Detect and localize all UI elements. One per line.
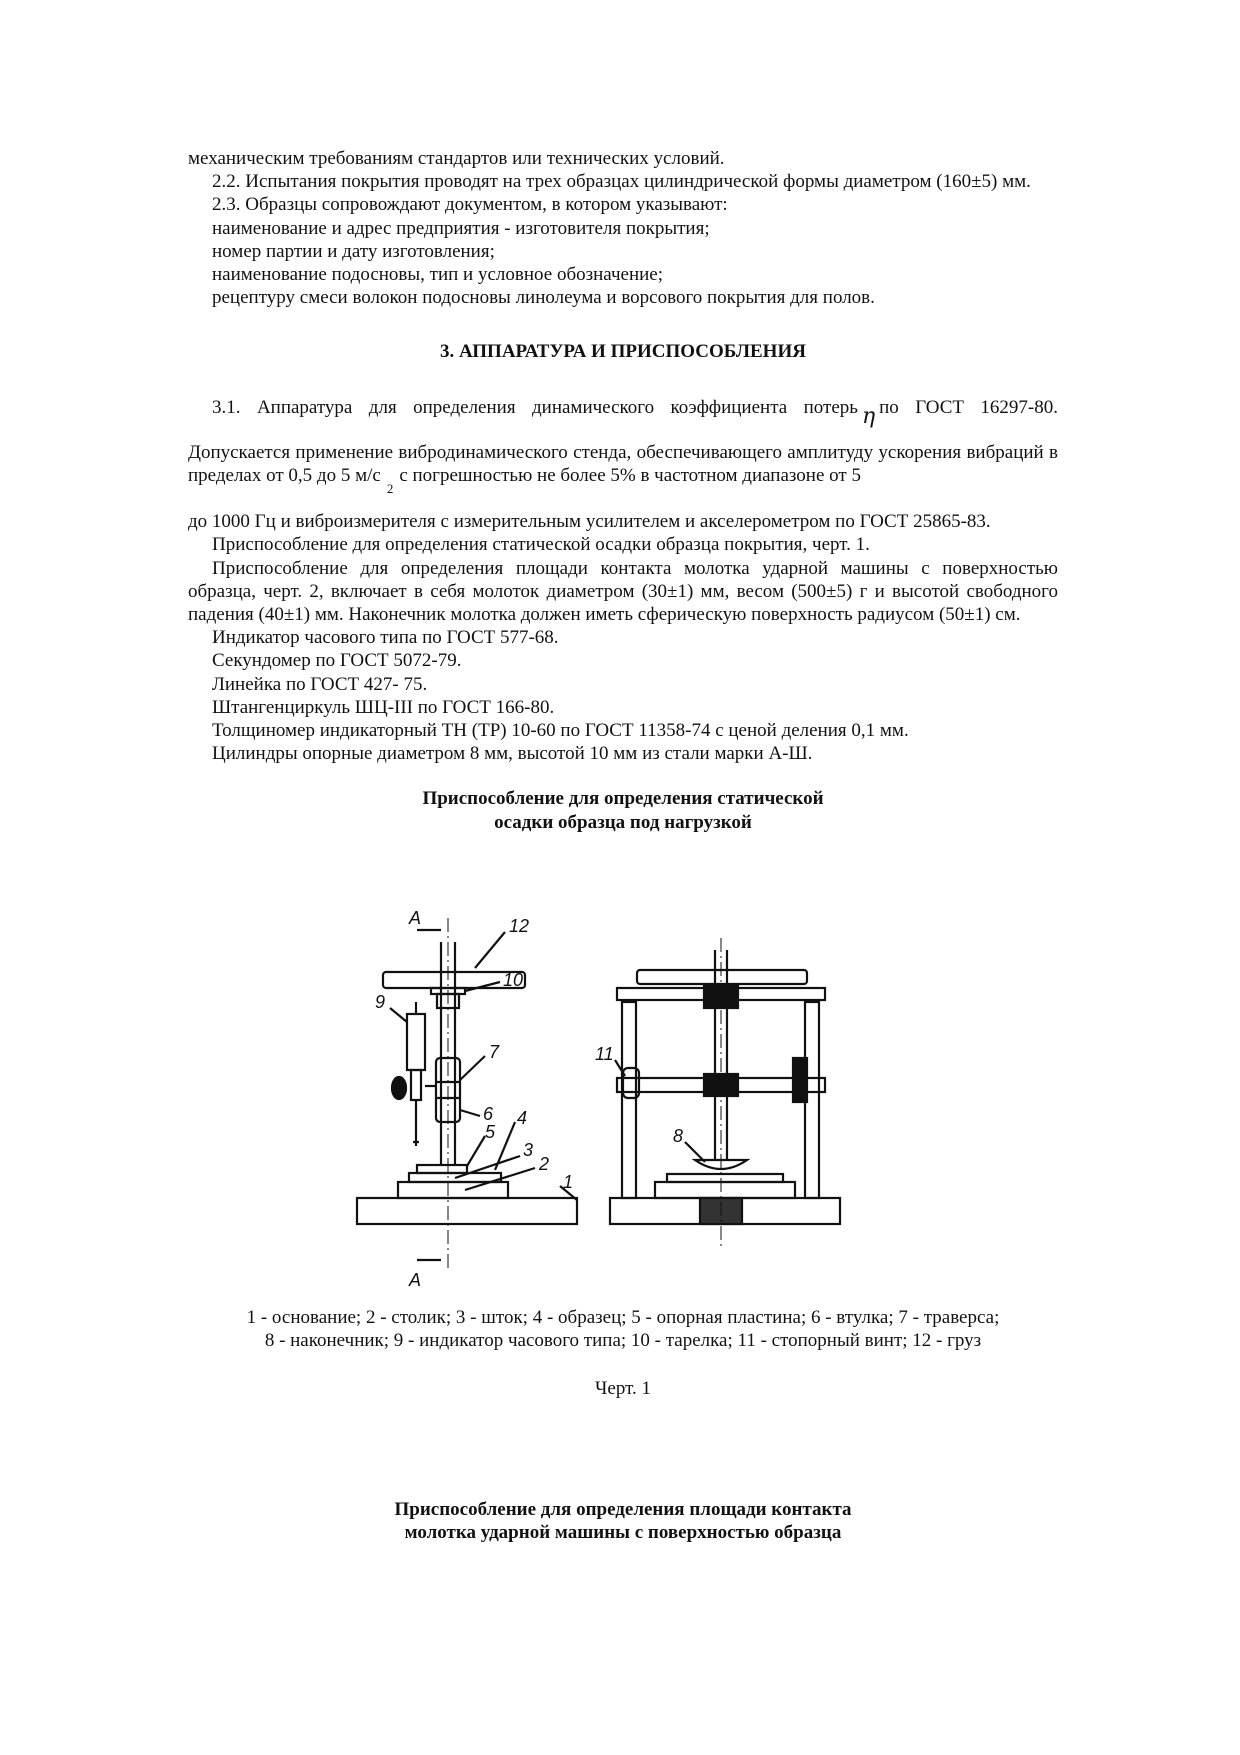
legend-line1: 1 - основание; 2 - столик; 3 - шток; 4 - образец; 5 - опорная пластина; 6 - втулка; 7 - траверса; bbox=[246, 1307, 1000, 1328]
document-body bbox=[188, 147, 1058, 834]
label-A-bottom: А bbox=[409, 1270, 422, 1290]
indicator-stem bbox=[411, 1070, 421, 1100]
indicator-body bbox=[407, 1014, 425, 1070]
figure-2-caption bbox=[188, 1498, 1058, 1544]
leader-7 bbox=[460, 1056, 485, 1080]
label-2: 2 bbox=[539, 1154, 550, 1174]
leader-11 bbox=[615, 1060, 625, 1076]
weight-right bbox=[637, 970, 807, 984]
superscript-2: 2 bbox=[386, 481, 394, 497]
list-item: Цилиндры опорные диаметром 8 мм, высотой 10 мм из стали марки А-Ш. bbox=[212, 743, 813, 765]
base-plate-left bbox=[357, 1198, 577, 1224]
label-1: 1 bbox=[563, 1172, 574, 1192]
label-11: 11 bbox=[595, 1044, 614, 1064]
support-plate-left bbox=[417, 1165, 467, 1173]
paragraph-3-1-fixture: Приспособление для определения статической осадки образца покрытия, черт. 1. bbox=[212, 534, 870, 556]
list-item: номер партии и дату изготовления; bbox=[212, 240, 495, 262]
figure-1-caption-line2: осадки образца под нагрузкой bbox=[494, 811, 752, 833]
sample-right bbox=[667, 1174, 783, 1182]
paragraph-3-1-hammer: Приспособление для определения площади контакта молотка ударной машины с поверхностью образца, черт. 2, включает в себя молоток диаметром (30±1) мм, весом (500±5) г и высотой свободного падения (40±1) мм. Наконечник молотка должен иметь сферическую поверхность радиусом (50±1) см. bbox=[188, 557, 1058, 626]
list-item: Индикатор часового типа по ГОСТ 577-68. bbox=[212, 627, 559, 649]
eta-symbol: η bbox=[861, 403, 876, 429]
list-item: Секундомер по ГОСТ 5072-79. bbox=[212, 650, 462, 672]
legend-line2: 8 - наконечник; 9 - индикатор часового типа; 10 - тарелка; 11 - стопорный винт; 12 - груз bbox=[264, 1330, 982, 1352]
list-item: Толщиномер индикаторный ТН (ТР) 10-60 по ГОСТ 11358-74 с ценой деления 0,1 мм. bbox=[212, 720, 909, 742]
paragraph-3-1-text-b: по ГОСТ 16297-80. bbox=[879, 396, 1058, 418]
label-A-top: А bbox=[409, 908, 422, 928]
table-left bbox=[398, 1182, 508, 1198]
figure-1-drawing bbox=[345, 890, 865, 1300]
list-item: Штангенциркуль ШЦ-III по ГОСТ 166-80. bbox=[212, 696, 555, 718]
paragraph-3-1-vibro bbox=[188, 441, 1058, 497]
list-item: Линейка по ГОСТ 427- 75. bbox=[212, 673, 428, 695]
figure-1-legend bbox=[188, 1306, 1058, 1352]
label-6: 6 bbox=[483, 1104, 494, 1124]
paragraph-3-1-line1 bbox=[188, 395, 1058, 429]
paragraph-2-2: 2.2. Испытания покрытия проводят на трех образцах цилиндрической формы диаметром (160±5) мм. bbox=[212, 171, 1031, 193]
label-8: 8 bbox=[673, 1126, 684, 1146]
paragraph-3-1-text-c: Допускается применение вибродинамического стенда, обеспечивающего амплитуду ускорения вибраций в пределах от 0,5 до 5 м/с bbox=[188, 441, 1058, 487]
fixture-drawing bbox=[345, 890, 865, 1300]
list-instruments bbox=[188, 626, 1058, 765]
label-12: 12 bbox=[509, 916, 530, 936]
paragraph-3-1-vibro-cont: до 1000 Гц и виброизмерителя с измерительным усилителем и акселерометром по ГОСТ 25865-83. bbox=[188, 511, 991, 533]
list-item: наименование подосновы, тип и условное обозначение; bbox=[212, 264, 663, 286]
table-right bbox=[655, 1182, 795, 1198]
paragraph-3-1-text-d: с погрешностью не более 5% в частотном диапазоне от 5 bbox=[399, 465, 861, 487]
label-3: 3 bbox=[523, 1140, 534, 1160]
column-left bbox=[622, 1002, 636, 1198]
list-2-3 bbox=[188, 217, 1058, 310]
figure-1-caption-line1: Приспособление для определения статической bbox=[422, 788, 824, 810]
list-item: рецептуру смеси волокон подосновы линолеума и ворсового покрытия для полов. bbox=[212, 287, 875, 309]
section-heading-3: 3. АППАРАТУРА И ПРИСПОСОБЛЕНИЯ bbox=[440, 341, 806, 363]
paragraph-continuation: механическим требованиям стандартов или технических условий. bbox=[188, 148, 725, 169]
leader-10 bbox=[465, 982, 500, 991]
figure-2-caption-line1: Приспособление для определения площади контакта bbox=[394, 1499, 852, 1520]
leader-6 bbox=[460, 1110, 480, 1116]
label-10: 10 bbox=[503, 970, 524, 990]
leader-9 bbox=[390, 1008, 407, 1022]
label-9: 9 bbox=[375, 992, 386, 1012]
leader-5 bbox=[467, 1136, 485, 1166]
figure-2-caption-line2: молотка ударной машины с поверхностью образца bbox=[404, 1522, 842, 1544]
paragraph-2-3: 2.3. Образцы сопровождают документом, в котором указывают: bbox=[212, 194, 728, 216]
bushing-right-col bbox=[793, 1058, 807, 1102]
label-4: 4 bbox=[517, 1108, 528, 1128]
leader-12 bbox=[475, 932, 505, 968]
knob-left bbox=[392, 1077, 406, 1099]
paragraph-3-1-text-a: 3.1. Аппаратура для определения динамического коэффициента потерь bbox=[212, 396, 858, 418]
figure-1-number: Черт. 1 bbox=[595, 1378, 651, 1399]
label-5: 5 bbox=[485, 1122, 496, 1142]
list-item: наименование и адрес предприятия - изготовителя покрытия; bbox=[212, 217, 710, 239]
label-7: 7 bbox=[489, 1042, 500, 1062]
